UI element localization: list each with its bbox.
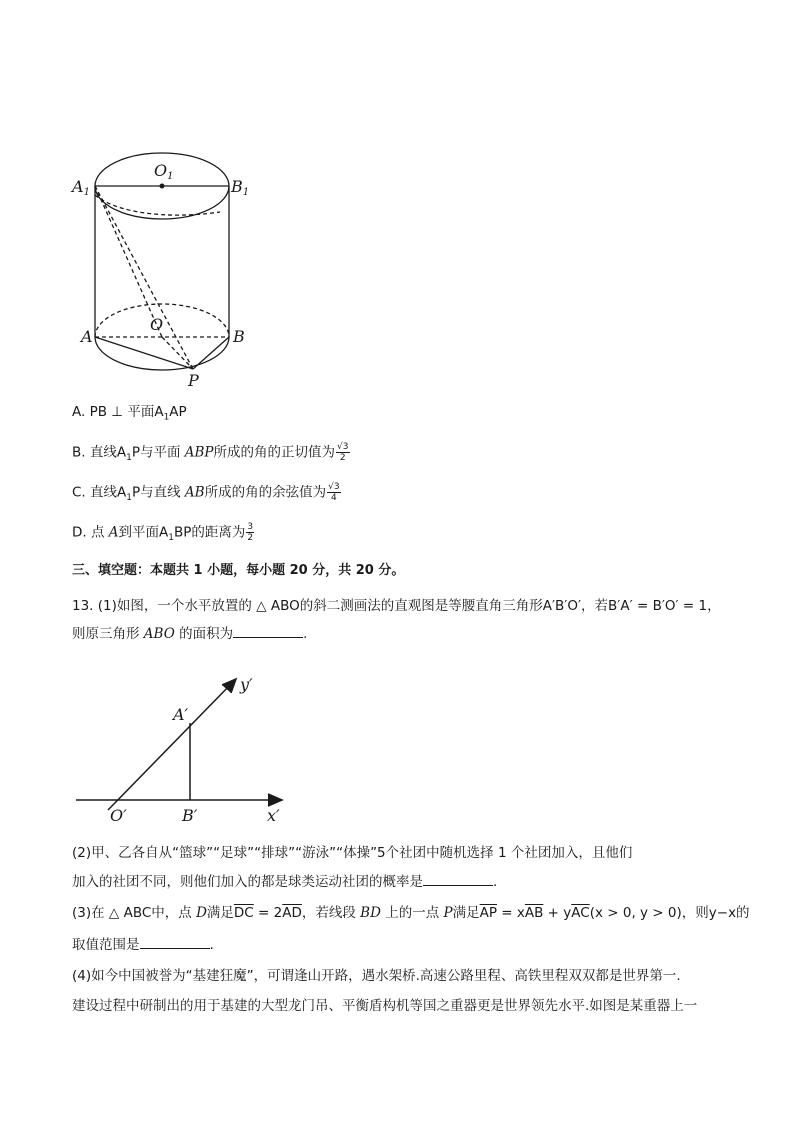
label-p: P bbox=[188, 371, 199, 390]
q13-part3-line1: (3)在 △ ABC中，点 D满足$\overline{DC} = 2\overline{AD}$，若线段 BD 上的一点 P满足$\overline{AP} = x\overline{AB} + y\overline{AC}(x > 0$, y > 0)，则y−x的 bbox=[72, 905, 750, 921]
section-3-title: 三、填空题：本题共 1 小题，每小题 20 分，共 20 分。 bbox=[72, 563, 405, 578]
fraction-b: $\frac{√3}{2}$ bbox=[337, 442, 349, 463]
x-axis-arrow bbox=[268, 794, 282, 806]
label-x-prime: x′ bbox=[267, 806, 280, 825]
label-a-prime: A′ bbox=[173, 705, 189, 724]
label-y-prime: y′ bbox=[240, 675, 253, 694]
q13-part4-line2: 建设过程中研制出的用于基建的大型龙门吊、平衡盾构机等国之重器更是世界领先水平.如图是某重器上一 bbox=[72, 998, 698, 1014]
label-b-prime: B′ bbox=[182, 806, 198, 825]
label-a1: A1 bbox=[72, 177, 90, 198]
label-o-prime: O′ bbox=[110, 806, 127, 825]
option-a: A. PB ⊥ 平面$A_1AP$ bbox=[72, 404, 187, 423]
label-b1: B1 bbox=[231, 177, 250, 198]
q13-part2-line1: (2)甲、乙各自从“篮球”“足球”“排球”“游泳”“体操”5个社团中随机选择 1 个社团加入，且他们 bbox=[72, 845, 633, 861]
option-d: D. 点 A到平面$A_1BP$的距离为 $\frac{3}{2}$ bbox=[72, 522, 254, 544]
q13-part1-line2: 则原三角形 ABO 的面积为 . bbox=[72, 623, 307, 644]
option-c: C. 直线$A_1P$与直线 AB所成的角的余弦值为 $\frac{√3}{4}$ bbox=[72, 482, 340, 504]
answer-blank-3[interactable] bbox=[140, 934, 210, 949]
q13-part1-line1: 13. (1)如图，一个水平放置的 △ ABO的斜二测画法的直观图是等腰直角三角形A′B′O′，若B′A′ = B′O′ = 1， bbox=[72, 598, 721, 614]
o1-point bbox=[160, 184, 165, 189]
oblique-projection-figure bbox=[70, 670, 300, 830]
segment-p-b bbox=[193, 337, 229, 369]
bottom-front-arc bbox=[95, 337, 229, 370]
top-inner-curve bbox=[95, 195, 220, 215]
q13-part2-line2: 加入的社团不同，则他们加入的都是球类运动社团的概率是 . bbox=[72, 871, 497, 892]
answer-blank-1[interactable] bbox=[233, 623, 303, 638]
label-b: B bbox=[233, 327, 245, 346]
fraction-c: $\frac{√3}{4}$ bbox=[328, 482, 340, 503]
label-o: O bbox=[150, 315, 164, 334]
y-axis bbox=[108, 682, 233, 810]
label-a: A bbox=[81, 327, 93, 346]
fraction-d: $\frac{3}{2}$ bbox=[247, 522, 254, 543]
option-b: B. 直线$A_1P$与平面 ABP所成的角的正切值为 $\frac{√3}{2}$ bbox=[72, 442, 349, 464]
cylinder-figure bbox=[70, 140, 280, 390]
label-o1: O1 bbox=[154, 161, 174, 182]
q13-part3-line2: 取值范围是 . bbox=[72, 934, 214, 955]
answer-blank-2[interactable] bbox=[423, 871, 493, 886]
q13-part4-line1: (4)如今中国被誉为“基建狂魔”，可谓逢山开路，遇水架桥.高速公路里程、高铁里程双双都是世界第一. bbox=[72, 968, 681, 984]
